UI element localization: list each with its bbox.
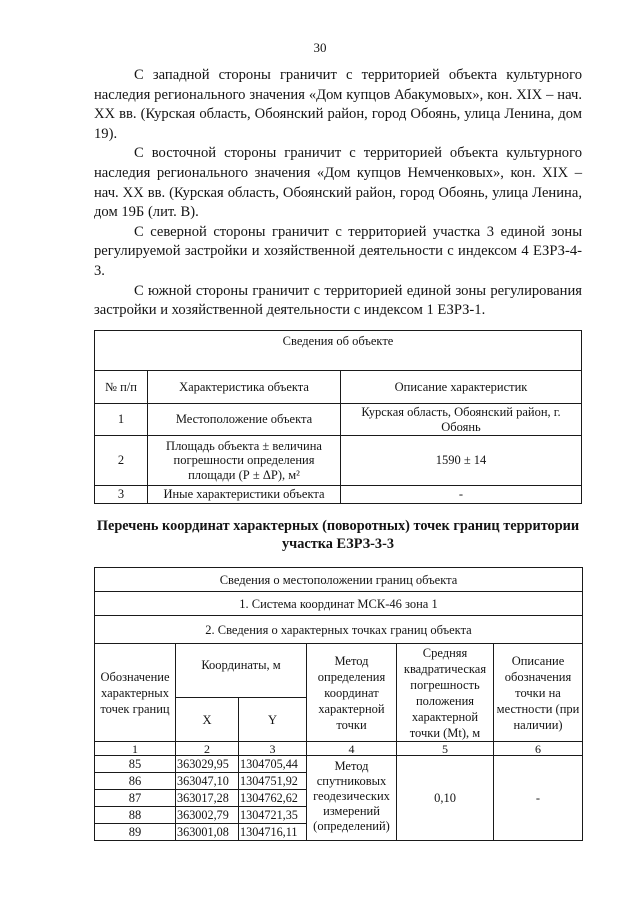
- object-table-title: Сведения об объекте: [95, 331, 582, 371]
- object-row-name: Площадь объекта ± величина погрешности определения площади (Р ± ΔР), м²: [148, 436, 341, 486]
- object-row-name: Местоположение объекта: [148, 404, 341, 436]
- table-row: [95, 756, 583, 773]
- object-row-num: 3: [95, 486, 148, 504]
- point-id: 88: [95, 807, 176, 824]
- object-row-num: 2: [95, 436, 148, 486]
- point-x: 363029,95: [176, 756, 239, 773]
- header-coordinates: Координаты, м: [176, 644, 307, 698]
- page-number: 30: [313, 40, 327, 55]
- point-y: 1304705,44: [239, 756, 307, 773]
- col-index: 4: [307, 742, 397, 756]
- header-x: X: [176, 698, 239, 742]
- point-id: 87: [95, 790, 176, 807]
- header-designation: Обозначение характерных точек границ: [95, 644, 176, 742]
- col-index: 5: [397, 742, 494, 756]
- coords-table-title: Сведения о местоположении границ объекта: [95, 568, 583, 592]
- object-row-value: -: [341, 486, 582, 504]
- table-row: [95, 436, 582, 486]
- col-index: 1: [95, 742, 176, 756]
- table-row: [95, 486, 582, 504]
- header-y: Y: [239, 698, 307, 742]
- object-col-num: № п/п: [95, 371, 148, 404]
- header-method: Метод определения координат характерной точки: [307, 644, 397, 742]
- point-id: 86: [95, 773, 176, 790]
- point-y: 1304716,11: [239, 824, 307, 841]
- paragraph-north: С северной стороны граничит с территорией участка 3 единой зоны регулируемой застройки и хозяйственной деятельности с индексом 4 ЕЗРЗ-4-3.: [94, 223, 582, 279]
- object-info-table: [94, 330, 582, 504]
- header-description: Описание обозначения точки на местности (при наличии): [494, 644, 583, 742]
- point-id: 89: [95, 824, 176, 841]
- point-y: 1304751,92: [239, 773, 307, 790]
- object-row-num: 1: [95, 404, 148, 436]
- object-col-characteristic: Характеристика объекта: [148, 371, 341, 404]
- table-row: [95, 404, 582, 436]
- paragraph-west: С западной стороны граничит с территорией объекта культурного наследия регионального значения «Дом купцов Абакумовых», кон. XIX – нач. XX вв. (Курская область, Обоянский район, город Обоянь, улица Ленина, дом 19).: [94, 67, 582, 142]
- object-col-description: Описание характеристик: [341, 371, 582, 404]
- col-index: 3: [239, 742, 307, 756]
- point-id: 85: [95, 756, 176, 773]
- object-row-name: Иные характеристики объекта: [148, 486, 341, 504]
- point-method: Метод спутниковых геодезических измерений (определений): [307, 756, 397, 841]
- coordinates-table: [94, 567, 583, 841]
- point-x: 363002,79: [176, 807, 239, 824]
- object-row-value: Курская область, Обоянский район, г. Обоянь: [341, 404, 582, 436]
- paragraph-south: С южной стороны граничит с территорией единой зоны регулирования застройки и хозяйственной деятельности с индексом 1 ЕЗРЗ-1.: [94, 282, 582, 319]
- body-text: [94, 66, 582, 321]
- point-x: 363001,08: [176, 824, 239, 841]
- point-x: 363047,10: [176, 773, 239, 790]
- coordinate-system: 1. Система координат МСК-46 зона 1: [95, 592, 583, 616]
- col-index: 2: [176, 742, 239, 756]
- points-section-title: 2. Сведения о характерных точках границ объекта: [95, 616, 583, 644]
- coordinates-list-title: Перечень координат характерных (поворотных) точек границ территории участка ЕЗРЗ-3-3: [96, 518, 580, 552]
- point-x: 363017,28: [176, 790, 239, 807]
- header-error: Средняя квадратическая погрешность положения характерной точки (Mt), м: [397, 644, 494, 742]
- col-index: 6: [494, 742, 583, 756]
- object-row-value: 1590 ± 14: [341, 436, 582, 486]
- paragraph-east: С восточной стороны граничит с территорией объекта культурного наследия регионального значения «Дом купцов Немченковых», кон. XIX – нач. XX вв. (Курская область, Обоянский район, город Обоянь, улица Ленина, дом 19Б (лит. В).: [94, 145, 582, 221]
- point-error: 0,10: [397, 756, 494, 841]
- point-description: -: [494, 756, 583, 841]
- point-y: 1304762,62: [239, 790, 307, 807]
- point-y: 1304721,35: [239, 807, 307, 824]
